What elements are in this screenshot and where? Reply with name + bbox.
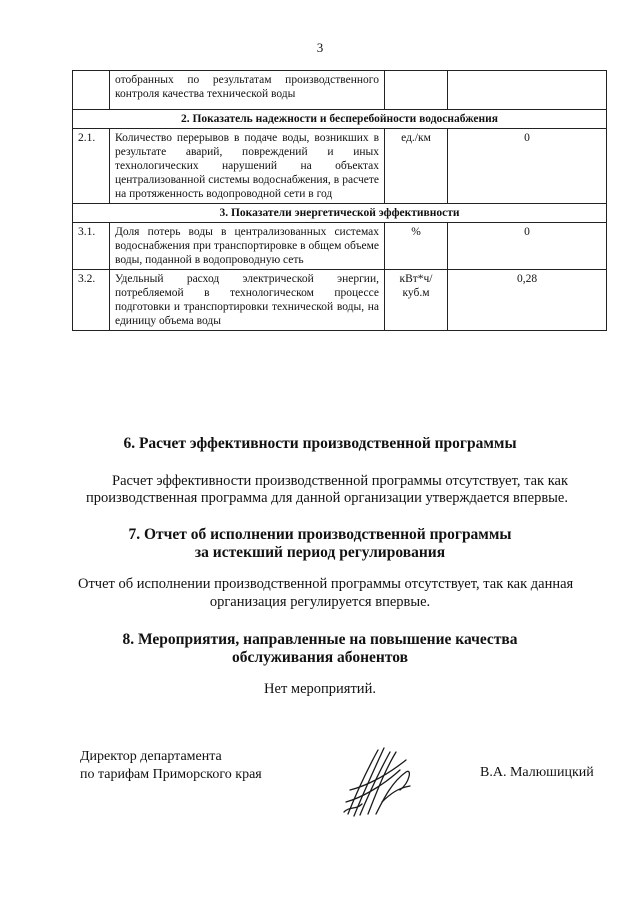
row-unit-cell: % bbox=[385, 223, 448, 270]
section7-heading-line1: 7. Отчет об исполнении производственной программы bbox=[128, 526, 512, 543]
row-value-cell: 0 bbox=[448, 129, 607, 204]
page-number: 3 bbox=[316, 40, 324, 55]
row-value-cell bbox=[448, 71, 607, 110]
row-number-cell: 3.1. bbox=[73, 223, 110, 270]
row-description-cell: отобранных по результатам производственного контроля качества технической воды bbox=[110, 71, 385, 110]
signatory-title-line1: Директор департамента bbox=[80, 749, 222, 764]
table-row bbox=[73, 129, 607, 204]
table-row bbox=[73, 270, 607, 331]
row-unit-cell: кВт*ч/ куб.м bbox=[385, 270, 448, 331]
table-row bbox=[73, 223, 607, 270]
section6-text-line1: Расчет эффективности производственной программы отсутствует, так как bbox=[112, 473, 568, 489]
indicators-table bbox=[72, 70, 607, 331]
row-number-cell: 2.1. bbox=[73, 129, 110, 204]
row-value-cell: 0,28 bbox=[448, 270, 607, 331]
section7-text-line2: организация регулируется впервые. bbox=[209, 594, 431, 610]
section6-heading: 6. Расчет эффективности производственной программы bbox=[123, 435, 517, 452]
section8-text: Нет мероприятий. bbox=[264, 681, 376, 697]
row-unit-cell bbox=[385, 71, 448, 110]
signatory-title-line2: по тарифам Приморского края bbox=[80, 767, 262, 782]
section8-heading-line2: обслуживания абонентов bbox=[232, 649, 408, 666]
row-value-cell: 0 bbox=[448, 223, 607, 270]
section-row bbox=[73, 110, 607, 129]
signatory-name: В.А. Малюшицкий bbox=[480, 765, 594, 780]
section8-heading-line1: 8. Мероприятия, направленные на повышение качества bbox=[122, 631, 518, 648]
row-number-cell: 3.2. bbox=[73, 270, 110, 331]
row-number-cell bbox=[73, 71, 110, 110]
row-description-cell: Количество перерывов в подаче воды, возникших в результате аварий, повреждений и иных технологических нарушений на объектах централизованной системы водоснабжения, в расчете на протяженность водопроводной сети в год bbox=[110, 129, 385, 204]
table-row bbox=[73, 71, 607, 110]
section7-text-line1: Отчет об исполнении производственной программы отсутствует, так как данная bbox=[78, 576, 574, 592]
row-unit-cell: ед./км bbox=[385, 129, 448, 204]
row-description-cell: Удельный расход электрической энергии, потребляемой в технологическом процессе подготовки и транспортировки технической воды, на единицу объема воды bbox=[110, 270, 385, 331]
section-row bbox=[73, 204, 607, 223]
section6-text-line2: производственная программа для данной организации утверждается впервые. bbox=[86, 490, 568, 506]
row-description-cell: Доля потерь воды в централизованных системах водоснабжения при транспортировке в общем объеме воды, поданной в водопроводную сеть bbox=[110, 223, 385, 270]
section7-heading-line2: за истекший период регулирования bbox=[194, 544, 446, 561]
section-title-reliability: 2. Показатель надежности и бесперебойности водоснабжения bbox=[73, 110, 607, 129]
handwritten-signature bbox=[340, 742, 420, 822]
section-title-energy: 3. Показатели энергетической эффективности bbox=[73, 204, 607, 223]
signatory-title bbox=[80, 748, 262, 784]
